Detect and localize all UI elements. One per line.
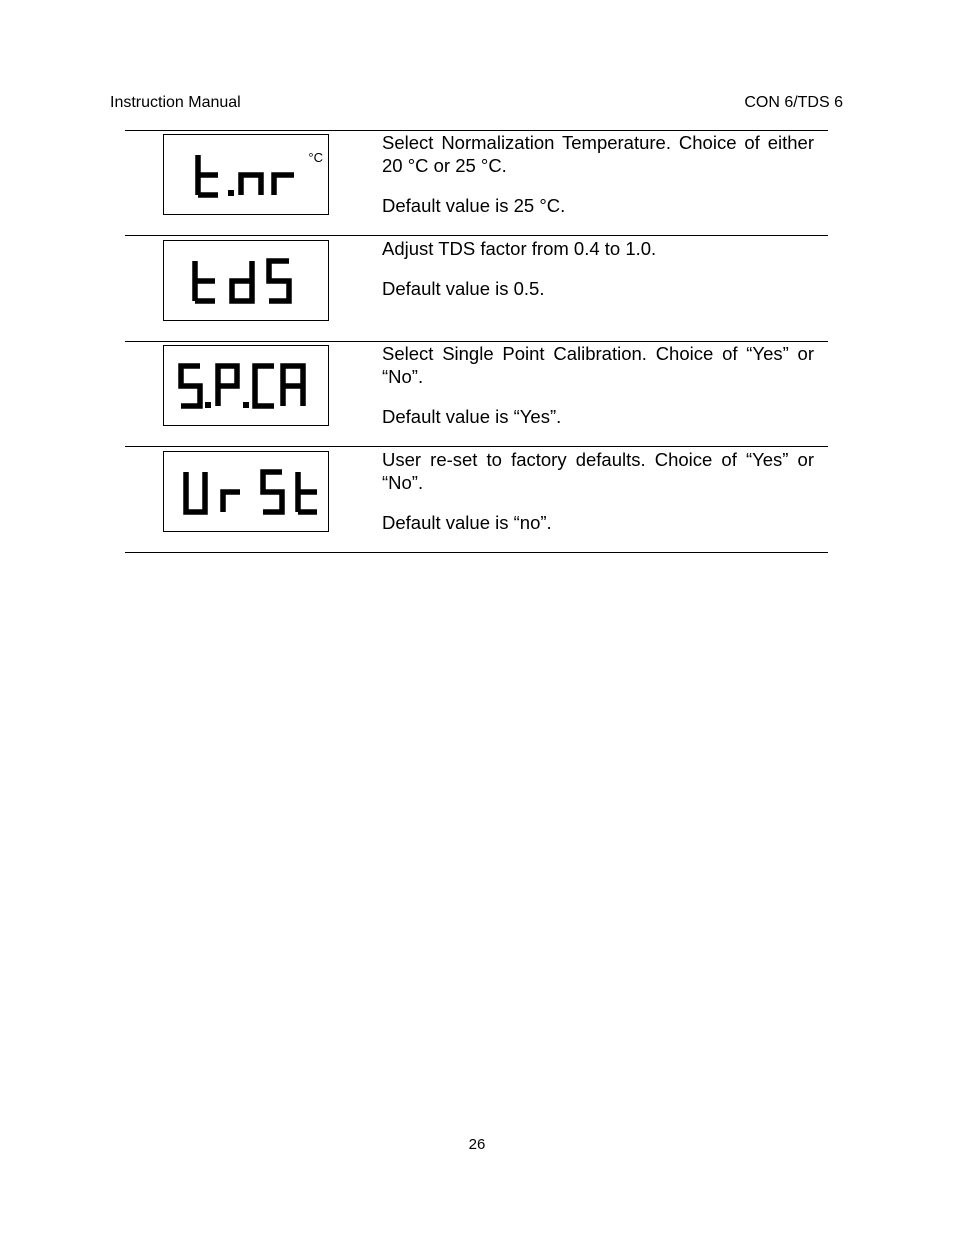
default-text: Default value is “no”. xyxy=(382,512,552,533)
table-rule xyxy=(125,235,828,236)
row-description xyxy=(382,342,814,428)
lcd-segments xyxy=(164,346,328,425)
lcd-segments xyxy=(164,452,328,531)
header-right: CON 6/TDS 6 xyxy=(744,94,843,111)
lcd-display-spca xyxy=(163,345,329,426)
row-description xyxy=(382,448,814,534)
default-text: Default value is 25 °C. xyxy=(382,195,566,216)
description-text: Select Single Point Calibration. Choice of “Yes” or “No”. xyxy=(382,343,814,387)
lcd-display-urst xyxy=(163,451,329,532)
lcd-display-tds xyxy=(163,240,329,321)
page-number: 26 xyxy=(468,1136,486,1153)
lcd-display-tnr xyxy=(163,134,329,215)
row-description xyxy=(382,237,814,300)
description-text: User re-set to factory defaults. Choice of “Yes” or “No”. xyxy=(382,449,814,493)
table-rule xyxy=(125,552,828,553)
row-description xyxy=(382,131,814,217)
header-left: Instruction Manual xyxy=(110,94,241,111)
table-rule xyxy=(125,446,828,447)
lcd-segments xyxy=(164,241,328,320)
default-text: Default value is 0.5. xyxy=(382,278,545,299)
lcd-unit-label: °C xyxy=(308,150,323,165)
description-text: Adjust TDS factor from 0.4 to 1.0. xyxy=(382,238,657,259)
lcd-segments xyxy=(164,135,328,214)
default-text: Default value is “Yes”. xyxy=(382,406,562,427)
description-text: Select Normalization Temperature. Choice of either 20 °C or 25 °C. xyxy=(382,132,814,176)
